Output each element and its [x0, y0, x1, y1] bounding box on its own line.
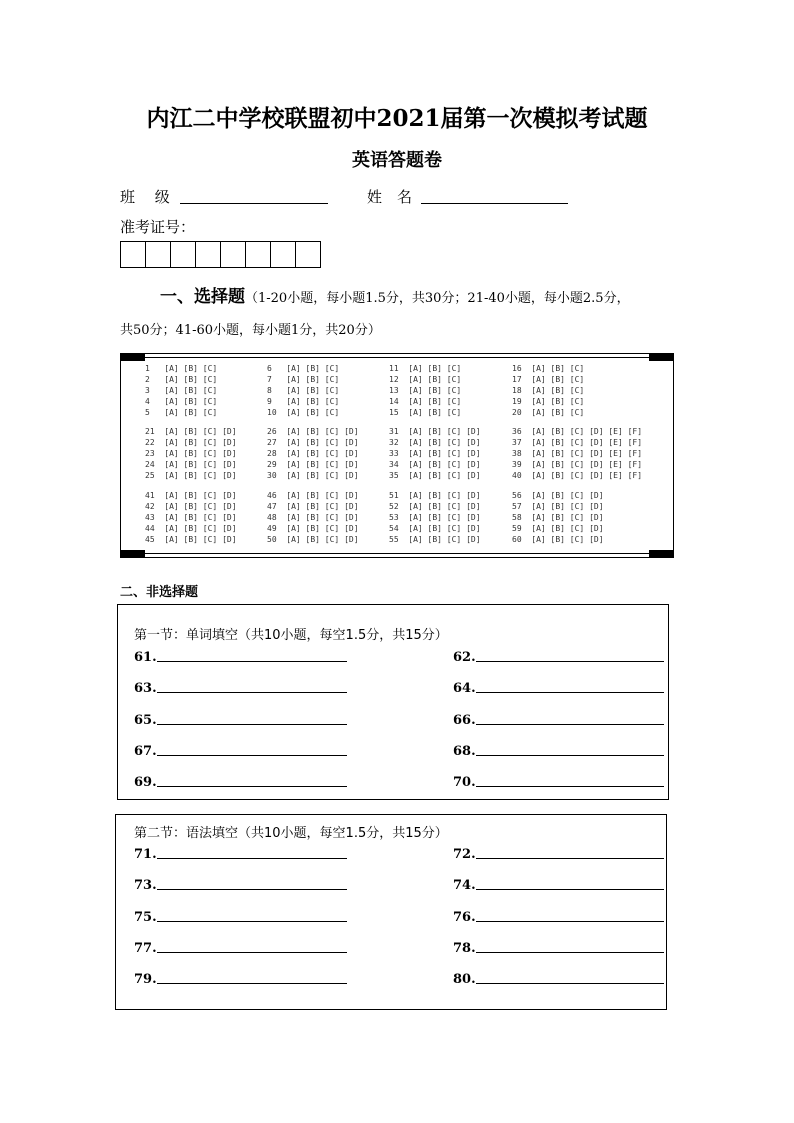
omr-question-row[interactable]: 31 [A] [B] [C] [D] [389, 427, 481, 436]
exam-number-cell[interactable] [196, 242, 221, 267]
exam-number-cell[interactable] [121, 242, 146, 267]
omr-question-row[interactable]: 32 [A] [B] [C] [D] [389, 438, 481, 447]
omr-question-row[interactable]: 58 [A] [B] [C] [D] [512, 513, 604, 522]
omr-question-row[interactable]: 51 [A] [B] [C] [D] [389, 491, 481, 500]
omr-question-row[interactable]: 39 [A] [B] [C] [D] [E] [F] [512, 460, 643, 469]
omr-question-row[interactable]: 25 [A] [B] [C] [D] [145, 471, 237, 480]
omr-question-row[interactable]: 26 [A] [B] [C] [D] [267, 427, 359, 436]
blank-number: 76. [453, 909, 476, 925]
exam-number-cell[interactable] [296, 242, 320, 267]
section1-heading: 一、选择题 [160, 287, 245, 307]
omr-question-row[interactable]: 36 [A] [B] [C] [D] [E] [F] [512, 427, 643, 436]
omr-question-row[interactable]: 21 [A] [B] [C] [D] [145, 427, 237, 436]
blank-number: 67. [134, 743, 157, 759]
omr-question-row[interactable]: 14 [A] [B] [C] [389, 397, 462, 406]
exam-number-cell[interactable] [271, 242, 296, 267]
omr-question-row[interactable]: 56 [A] [B] [C] [D] [512, 491, 604, 500]
blank-item [453, 941, 664, 956]
name-field[interactable] [421, 203, 568, 204]
blank-item [453, 681, 664, 696]
name-label: 姓 名 [367, 188, 413, 206]
omr-question-row[interactable]: 47 [A] [B] [C] [D] [267, 502, 359, 511]
omr-question-row[interactable]: 22 [A] [B] [C] [D] [145, 438, 237, 447]
registration-mark [121, 354, 145, 361]
omr-question-row[interactable]: 27 [A] [B] [C] [D] [267, 438, 359, 447]
word-fill-box [117, 604, 669, 800]
answer-blank[interactable] [157, 786, 347, 787]
exam-number-boxes [120, 241, 321, 268]
omr-column [267, 426, 359, 481]
blank-item [453, 713, 664, 728]
omr-question-row[interactable]: 15 [A] [B] [C] [389, 408, 462, 417]
omr-question-row[interactable]: 9 [A] [B] [C] [267, 397, 340, 406]
answer-blank[interactable] [476, 755, 664, 756]
omr-bottom-rule [145, 553, 649, 554]
omr-question-row[interactable]: 60 [A] [B] [C] [D] [512, 535, 604, 544]
grammar-fill-title: 第二节：语法填空（共10小题，每空1.5分，共15分） [134, 826, 448, 841]
omr-column [389, 363, 461, 418]
omr-question-row[interactable]: 28 [A] [B] [C] [D] [267, 449, 359, 458]
omr-question-row[interactable]: 4 [A] [B] [C] [145, 397, 218, 406]
answer-blank[interactable] [157, 724, 347, 725]
omr-question-row[interactable]: 38 [A] [B] [C] [D] [E] [F] [512, 449, 643, 458]
omr-question-row[interactable]: 34 [A] [B] [C] [D] [389, 460, 481, 469]
omr-column [145, 426, 237, 481]
exam-number-cell[interactable] [171, 242, 196, 267]
omr-question-row[interactable]: 11 [A] [B] [C] [389, 364, 462, 373]
blank-number: 68. [453, 743, 476, 759]
blank-item [453, 775, 664, 790]
omr-question-row[interactable]: 30 [A] [B] [C] [D] [267, 471, 359, 480]
omr-question-row[interactable]: 46 [A] [B] [C] [D] [267, 491, 359, 500]
blank-number: 74. [453, 878, 476, 894]
omr-question-row[interactable]: 35 [A] [B] [C] [D] [389, 471, 481, 480]
omr-column [389, 426, 481, 481]
exam-number-label: 准考证号： [120, 218, 196, 236]
answer-blank[interactable] [157, 952, 347, 953]
omr-column [512, 363, 584, 418]
omr-column [267, 490, 359, 545]
omr-question-row[interactable]: 12 [A] [B] [C] [389, 375, 462, 384]
omr-question-row[interactable]: 29 [A] [B] [C] [D] [267, 460, 359, 469]
answer-blank[interactable] [157, 921, 347, 922]
omr-question-row[interactable]: 52 [A] [B] [C] [D] [389, 502, 481, 511]
answer-blank[interactable] [476, 786, 664, 787]
omr-question-row[interactable]: 53 [A] [B] [C] [D] [389, 513, 481, 522]
omr-question-row[interactable]: 1 [A] [B] [C] [145, 364, 218, 373]
exam-number-cell[interactable] [246, 242, 271, 267]
omr-question-row[interactable]: 59 [A] [B] [C] [D] [512, 524, 604, 533]
registration-mark [649, 550, 673, 557]
omr-question-row[interactable]: 48 [A] [B] [C] [D] [267, 513, 359, 522]
blank-number: 64. [453, 681, 476, 697]
blank-item [134, 878, 347, 893]
blank-number: 61. [134, 650, 157, 665]
blank-number: 71. [134, 847, 157, 862]
blank-item [453, 650, 664, 665]
omr-question-row[interactable]: 20 [A] [B] [C] [512, 408, 585, 417]
exam-number-cell[interactable] [221, 242, 246, 267]
blank-number: 77. [134, 940, 157, 956]
exam-number-cell[interactable] [146, 242, 171, 267]
omr-column [512, 426, 642, 481]
omr-question-row[interactable]: 8 [A] [B] [C] [267, 386, 340, 395]
answer-blank[interactable] [476, 661, 664, 662]
omr-question-row[interactable]: 41 [A] [B] [C] [D] [145, 491, 237, 500]
blank-number: 62. [453, 650, 476, 665]
registration-mark [121, 550, 145, 557]
omr-question-row[interactable]: 5 [A] [B] [C] [145, 408, 218, 417]
omr-question-row[interactable]: 44 [A] [B] [C] [D] [145, 524, 237, 533]
answer-blank[interactable] [157, 755, 347, 756]
answer-blank[interactable] [476, 724, 664, 725]
answer-blank[interactable] [476, 692, 664, 693]
answer-blank[interactable] [157, 692, 347, 693]
omr-question-row[interactable]: 17 [A] [B] [C] [512, 375, 585, 384]
blank-number: 65. [134, 712, 157, 728]
blank-number: 70. [453, 775, 476, 791]
omr-question-row[interactable]: 19 [A] [B] [C] [512, 397, 585, 406]
blank-number: 73. [134, 878, 157, 894]
blank-number: 72. [453, 847, 476, 862]
omr-question-row[interactable]: 33 [A] [B] [C] [D] [389, 449, 481, 458]
page-subtitle: 英语答题卷 [352, 150, 442, 171]
answer-blank[interactable] [157, 661, 347, 662]
answer-sheet-omr [120, 353, 674, 558]
omr-question-row[interactable]: 54 [A] [B] [C] [D] [389, 524, 481, 533]
registration-mark [649, 354, 673, 361]
word-fill-title: 第一节：单词填空（共10小题，每空1.5分，共15分） [134, 628, 448, 643]
blank-item [134, 650, 347, 665]
answer-blank[interactable] [157, 983, 347, 984]
class-label: 班 级 [120, 188, 170, 206]
omr-question-row[interactable]: 45 [A] [B] [C] [D] [145, 535, 237, 544]
answer-blank[interactable] [476, 983, 664, 984]
omr-question-row[interactable]: 18 [A] [B] [C] [512, 386, 585, 395]
blank-item [453, 972, 664, 987]
blank-number: 79. [134, 972, 157, 988]
omr-question-row[interactable]: 6 [A] [B] [C] [267, 364, 340, 373]
omr-column [389, 490, 481, 545]
blank-item [134, 681, 347, 696]
class-field[interactable] [180, 203, 328, 204]
blank-item [134, 910, 347, 925]
blank-number: 80. [453, 972, 476, 988]
blank-number: 66. [453, 712, 476, 728]
omr-question-row[interactable]: 40 [A] [B] [C] [D] [E] [F] [512, 471, 643, 480]
blank-item [453, 910, 664, 925]
omr-question-row[interactable]: 24 [A] [B] [C] [D] [145, 460, 237, 469]
answer-blank[interactable] [476, 858, 664, 859]
omr-question-row[interactable]: 2 [A] [B] [C] [145, 375, 218, 384]
blank-item [134, 941, 347, 956]
section1-note-line2: 共50分；41-60小题，每小题1分，共20分） [120, 323, 381, 338]
blank-item [134, 972, 347, 987]
omr-question-row[interactable]: 57 [A] [B] [C] [D] [512, 502, 604, 511]
omr-question-row[interactable]: 37 [A] [B] [C] [D] [E] [F] [512, 438, 643, 447]
blank-number: 63. [134, 681, 157, 697]
omr-column [512, 490, 604, 545]
omr-question-row[interactable]: 3 [A] [B] [C] [145, 386, 218, 395]
omr-question-row[interactable]: 55 [A] [B] [C] [D] [389, 535, 481, 544]
omr-column [267, 363, 339, 418]
answer-blank[interactable] [157, 858, 347, 859]
blank-item [134, 713, 347, 728]
answer-blank[interactable] [157, 889, 347, 890]
page-title: 内江二中学校联盟初中2021届第一次模拟考试题 [146, 105, 648, 132]
omr-top-rule [145, 357, 649, 358]
blank-item [453, 878, 664, 893]
blank-item [134, 744, 347, 759]
omr-question-row[interactable]: 7 [A] [B] [C] [267, 375, 340, 384]
blank-item [134, 847, 347, 862]
blank-number: 78. [453, 940, 476, 956]
blank-item [453, 744, 664, 759]
answer-blank[interactable] [476, 889, 664, 890]
omr-question-row[interactable]: 43 [A] [B] [C] [D] [145, 513, 237, 522]
blank-number: 75. [134, 909, 157, 925]
section1-header [120, 281, 680, 347]
omr-question-row[interactable]: 13 [A] [B] [C] [389, 386, 462, 395]
answer-blank[interactable] [476, 921, 664, 922]
omr-question-row[interactable]: 50 [A] [B] [C] [D] [267, 535, 359, 544]
blank-item [453, 847, 664, 862]
blank-number: 69. [134, 775, 157, 791]
section1-note-line1: （1-20小题，每小题1.5分，共30分；21-40小题，每小题2.5分， [245, 291, 630, 306]
omr-column [145, 363, 217, 418]
section2-heading: 二、非选择题 [120, 585, 199, 600]
omr-question-row[interactable]: 16 [A] [B] [C] [512, 364, 585, 373]
omr-question-row[interactable]: 10 [A] [B] [C] [267, 408, 340, 417]
answer-blank[interactable] [476, 952, 664, 953]
omr-question-row[interactable]: 49 [A] [B] [C] [D] [267, 524, 359, 533]
omr-column [145, 490, 237, 545]
omr-question-row[interactable]: 42 [A] [B] [C] [D] [145, 502, 237, 511]
blank-item [134, 775, 347, 790]
omr-question-row[interactable]: 23 [A] [B] [C] [D] [145, 449, 237, 458]
